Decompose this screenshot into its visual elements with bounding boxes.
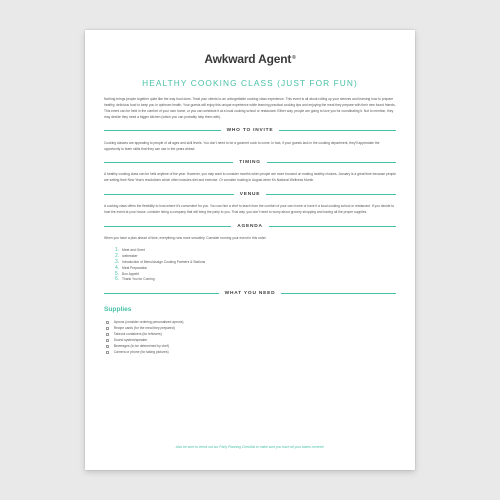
divider-rule: [104, 130, 221, 131]
document-title: HEALTHY COOKING CLASS (JUST FOR FUN): [142, 78, 358, 88]
supply-item-text: Sound system/speaker: [113, 338, 148, 343]
agenda-item: [115, 277, 396, 283]
section-heading-venue: [104, 190, 396, 198]
section-heading-timing: [104, 158, 396, 166]
agenda-item-number: 1.: [115, 246, 120, 253]
intro-paragraph: Nothing brings people together quite like the way food does. Treat your clients to an unforgettable cooking class experience. This event is all about rolling up your sleeves and learning how to prepare healthy, delicious food to keep you in optimum health. Your guests will enjoy this unique experience while learning practical cooking tips and enjoying the meal they prepare with their new found friends. This event can be held in the comfort of your own home, or you can schedule it at a local cooking school or restaurant. Either way, people are going to love you for coordinating it. Not to mention, they may decide they need a bigger kitchen (which you can probably help them with).: [104, 97, 396, 119]
section-heading-agenda: [104, 222, 396, 230]
divider-rule: [104, 293, 219, 294]
agenda-item-text: Icebreaker: [122, 253, 138, 258]
supply-item-text: Beverages (to be determined by chef): [113, 344, 169, 349]
agenda-item-text: Bon Appetit: [122, 271, 139, 276]
checkbox-icon: [106, 345, 109, 348]
agenda-item-number: 5.: [115, 270, 120, 277]
section-heading-label: TIMING: [239, 159, 261, 165]
agenda-paragraph: When you have a plan ahead of time, everything runs more smoothly. Consider running your event in this order.: [104, 236, 267, 241]
agenda-item-text: Introduction of Menu/Assign Cooking Partners & Stations: [122, 259, 206, 264]
who-to-invite-paragraph: Cooking classes are appealing to people of all ages and skill levels. You don't need to be a gourmet cook to come. In fact, if your guests lack in the cooking department, they'll appreciate the opportunity to learn skills that they can use in the years ahead.: [104, 140, 380, 151]
supplies-title: Supplies: [104, 306, 132, 314]
divider-rule: [104, 194, 234, 195]
divider-rule: [281, 293, 396, 294]
footer-note: Also be sure to check out our Party Planning Checklist to make sure you have all your bases covered.: [175, 445, 325, 449]
agenda-list: [115, 248, 396, 283]
supply-item-text: Takeout containers (for leftovers): [113, 332, 162, 337]
supplies-checklist: [106, 319, 396, 355]
brand-name: Awkward Agent: [204, 52, 292, 66]
agenda-item-text: Meet and Greet: [122, 247, 145, 252]
checkbox-icon: [106, 351, 109, 354]
section-heading-what-you-need: [104, 289, 396, 297]
brand-logo: [104, 52, 396, 66]
section-heading-label: VENUE: [239, 191, 261, 197]
checkbox-icon: [106, 333, 109, 336]
agenda-item-text: Thank You for Coming: [122, 277, 155, 282]
checkbox-icon: [106, 339, 109, 342]
supply-item: [106, 349, 396, 355]
agenda-item-number: 4.: [115, 264, 120, 271]
timing-paragraph: A healthy cooking class can be held anytime of the year. However, you may want to consider months when people are more focused on making healthy choices. January is a great time because people are setting their New Year's resolutions which often includes diet and exercise. Or consider hosting in August when it's National Wellness Month.: [104, 172, 396, 183]
section-heading-who-to-invite: [104, 127, 396, 135]
section-heading-label: WHAT YOU NEED: [224, 290, 276, 296]
agenda-item-number: 2.: [115, 252, 120, 259]
agenda-item-text: Meal Preparation: [122, 265, 148, 270]
brand-mark: ®: [292, 55, 296, 61]
divider-rule: [279, 130, 396, 131]
divider-rule: [266, 194, 396, 195]
divider-rule: [104, 226, 231, 227]
supply-item-text: Aprons (consider ordering personalized aprons): [113, 320, 184, 325]
divider-rule: [104, 162, 233, 163]
divider-rule: [269, 226, 396, 227]
agenda-item-number: 3.: [115, 258, 120, 265]
section-heading-label: AGENDA: [237, 223, 263, 229]
supply-item-text: Recipe cards (for the meal they prepared): [113, 326, 175, 331]
divider-rule: [267, 162, 396, 163]
checkbox-icon: [106, 327, 109, 330]
document-page: [85, 30, 415, 470]
venue-paragraph: A cooking class offers the flexibility to host where it's convenient for you. You can hire a chef to teach from the comfort of your own home or have it a local cooking school or restaurant. If you decide to host the event at your house, consider hiring a company that will bring the party to you. That way, you don't need to worry about grocery shopping and having all the proper supplies.: [104, 204, 395, 215]
agenda-item-number: 6.: [115, 276, 120, 283]
supply-item-text: Camera or phone (for taking pictures): [113, 350, 169, 355]
checkbox-icon: [106, 321, 109, 324]
section-heading-label: WHO TO INVITE: [226, 128, 274, 134]
